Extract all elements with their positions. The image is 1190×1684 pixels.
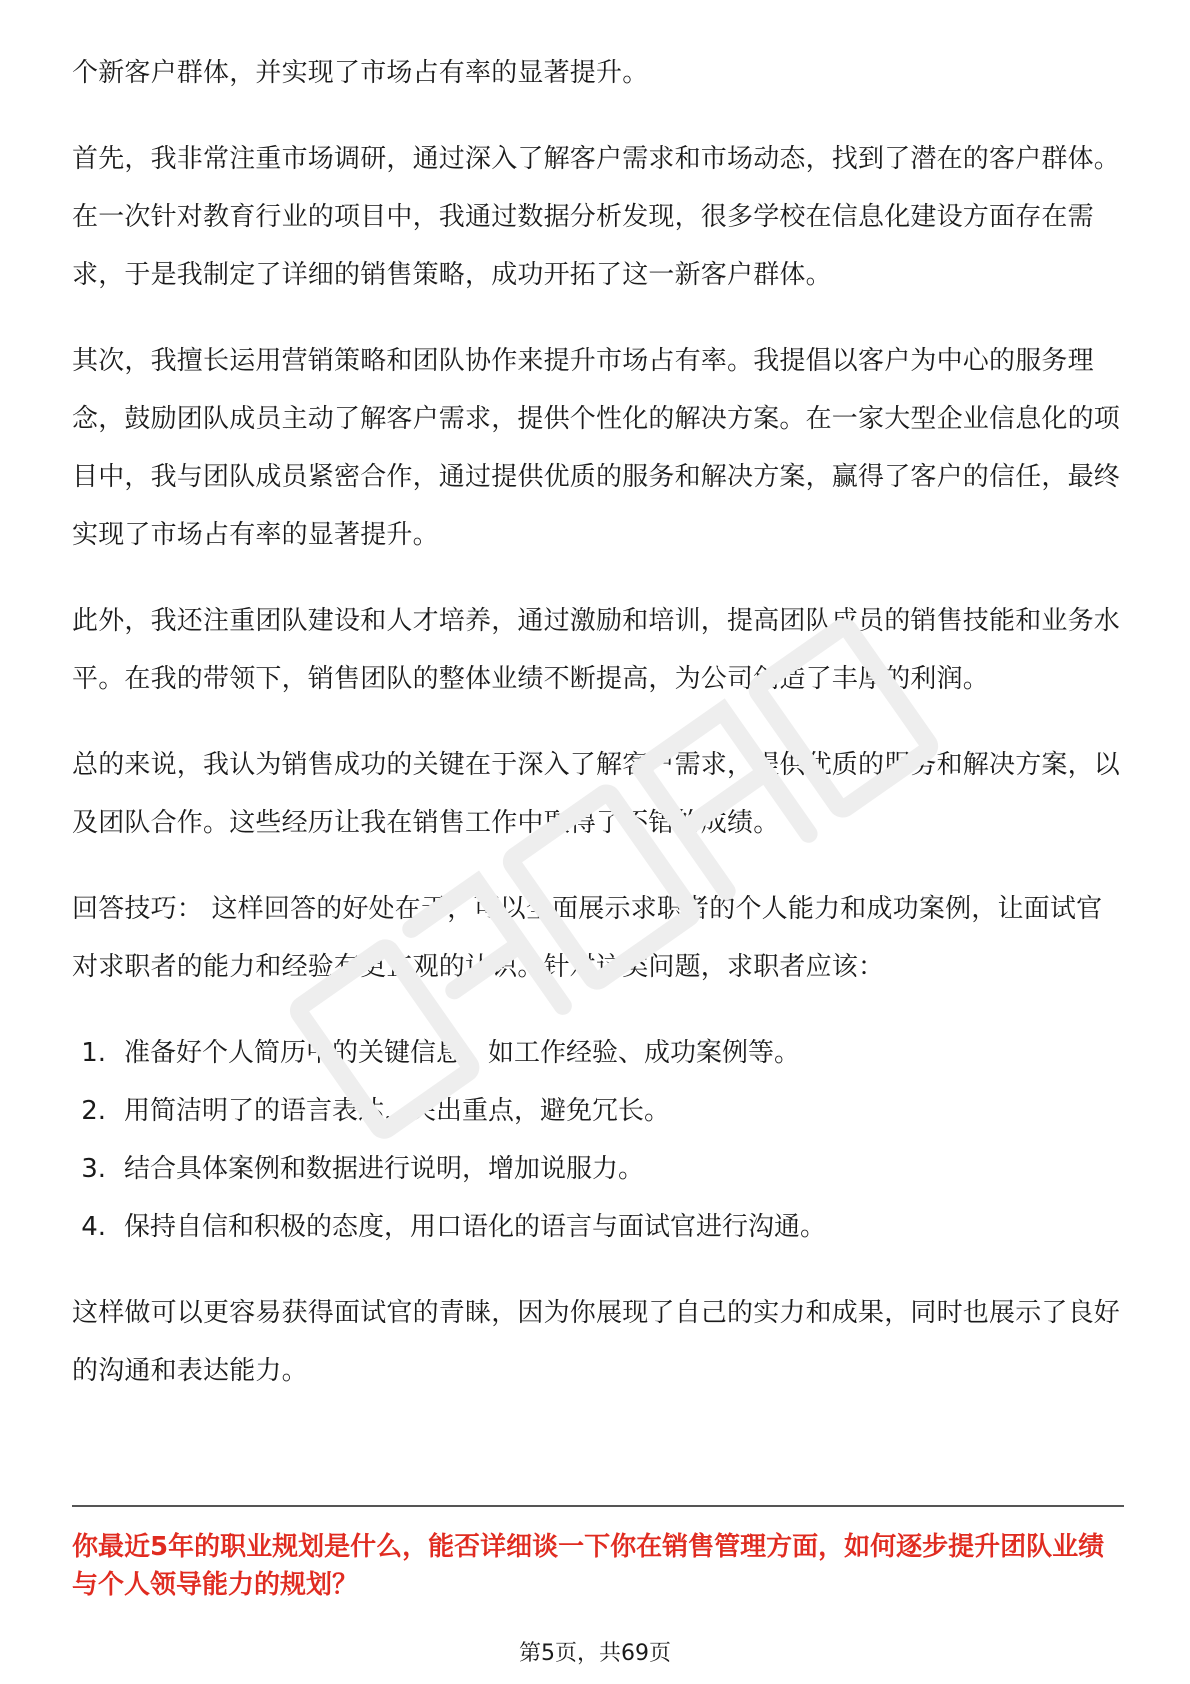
paragraph-first: 首先，我非常注重市场调研，通过深入了解客户需求和市场动态，找到了潜在的客户群体。在一次针对教育行业的项目中，我通过数据分析发现，很多学校在信息化建设方面存在需求，于是我制定了详细的销售策略，成功开拓了这一新客户群体。 — [72, 144, 1121, 290]
list-item-text: 保持自信和积极的态度，用口语化的语言与面试官进行沟通。 — [124, 1212, 827, 1242]
tips-list — [72, 1024, 1124, 1256]
list-item-number: 1. — [81, 1038, 106, 1068]
paragraph-second: 其次，我擅长运用营销策略和团队协作来提升市场占有率。我提倡以客户为中心的服务理念，鼓励团队成员主动了解客户需求，提供个性化的解决方案。在一家大型企业信息化的项目中，我与团队成员紧密合作，通过提供优质的服务和解决方案，赢得了客户的信任，最终实现了市场占有率的显著提升。 — [72, 346, 1121, 550]
section-divider — [72, 1505, 1124, 1507]
paragraph-answer-tips: 回答技巧： 这样回答的好处在于，可以全面展示求职者的个人能力和成功案例，让面试官对求职者的能力和经验有更直观的认识。针对这类问题，求职者应该： — [72, 894, 1103, 982]
paragraph-continued: 个新客户群体，并实现了市场占有率的显著提升。 — [72, 58, 649, 88]
list-item-text: 准备好个人简历中的关键信息，如工作经验、成功案例等。 — [124, 1038, 801, 1068]
paragraph-closing: 这样做可以更容易获得面试官的青睐，因为你展现了自己的实力和成果，同时也展示了良好的沟通和表达能力。 — [72, 1298, 1121, 1386]
list-item-text: 用简洁明了的语言表达，突出重点，避免冗长。 — [124, 1096, 671, 1126]
list-item-number: 2. — [81, 1096, 106, 1126]
document-body — [72, 44, 1124, 1428]
list-item-number: 3. — [81, 1154, 106, 1184]
list-item — [72, 1082, 1124, 1140]
list-item — [72, 1140, 1124, 1198]
paragraph-summary: 总的来说，我认为销售成功的关键在于深入了解客户需求，提供优质的服务和解决方案，以及团队合作。这些经历让我在销售工作中取得了不错的成绩。 — [72, 750, 1121, 838]
list-item-number: 4. — [81, 1212, 106, 1242]
paragraph-additionally: 此外，我还注重团队建设和人才培养，通过激励和培训，提高团队成员的销售技能和业务水平。在我的带领下，销售团队的整体业绩不断提高，为公司创造了丰厚的利润。 — [72, 606, 1121, 694]
next-interview-question: 你最近5年的职业规划是什么，能否详细谈一下你在销售管理方面，如何逐步提升团队业绩与个人领导能力的规划？ — [72, 1532, 1105, 1600]
list-item — [72, 1024, 1124, 1082]
list-item — [72, 1198, 1124, 1256]
page-number: 第5页，共69页 — [519, 1641, 671, 1666]
list-item-text: 结合具体案例和数据进行说明，增加说服力。 — [124, 1154, 645, 1184]
